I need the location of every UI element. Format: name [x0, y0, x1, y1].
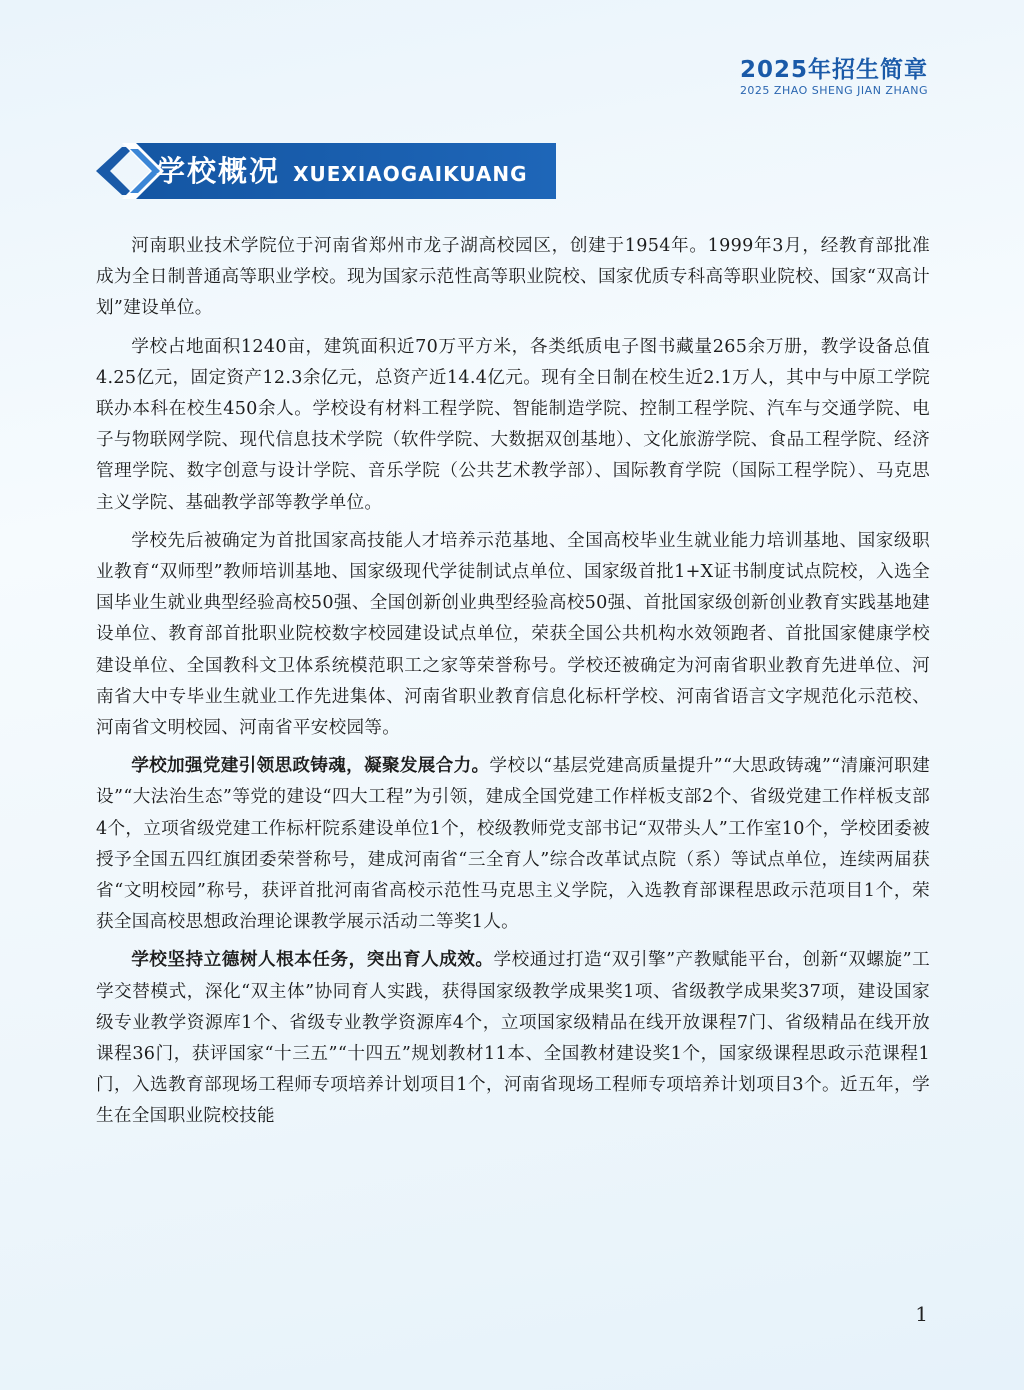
- brochure-subtitle: 2025 ZHAO SHENG JIAN ZHANG: [739, 84, 928, 97]
- paragraph-lead: 学校加强党建引领思政铸魂，凝聚发展合力。: [131, 755, 490, 777]
- brochure-title: 2025年招生简章: [739, 57, 928, 83]
- paragraph-intro: 河南职业技术学院位于河南省郑州市龙子湖高校园区，创建于1954年。1999年3月，经教育部批准成为全日制普通高等职业学校。现为国家示范性高等职业院校、国家优质专科高等职业院校、国家“双高计划”建设单位。: [96, 236, 930, 319]
- paragraph-lead: 学校坚持立德树人根本任务，突出育人成效。: [131, 949, 494, 971]
- section-banner: [96, 143, 556, 199]
- paragraph-honors: 学校先后被确定为首批国家高技能人才培养示范基地、全国高校毕业生就业能力培训基地、国家级职业教育“双师型”教师培训基地、国家级现代学徒制试点单位、国家级首批1+X证书制度试点院校，入选全国毕业生就业典型经验高校50强、全国创新创业典型经验高校50强、首批国家级创新创业教育实践基地建设单位、教育部首批职业院校数字校园建设试点单位，荣获全国公共机构水效领跑者、首批国家健康学校建设单位、全国教科文卫体系统模范职工之家等荣誉称号。学校还被确定为河南省职业教育先进单位、河南省大中专毕业生就业工作先进集体、河南省职业教育信息化标杆学校、河南省语言文字规范化示范校、河南省文明校园、河南省平安校园等。: [96, 530, 930, 739]
- section-pinyin: XUEXIAOGAIKUANG: [293, 162, 528, 186]
- page-header: [740, 56, 928, 98]
- page-number: 1: [915, 1302, 928, 1326]
- paragraph-party-building: 学校加强党建引领思政铸魂，凝聚发展合力。学校以“基层党建高质量提升”“大思政铸魂”“清廉河职建设”“大法治生态”等党的建设“四大工程”为引领，建成全国党建工作样板支部2个、省级党建工作样板支部4个，立项省级党建工作标杆院系建设单位1个，校级教师党支部书记“双带头人”工作室10个，学校团委被授予全国五四红旗团委荣誉称号，建成河南省“三全育人”综合改革试点院（系）等试点单位，连续两届获省“文明校园”称号，获评首批河南省高校示范性马克思主义学院，入选教育部课程思政示范项目1个，荣获全国高校思想政治理论课教学展示活动二等奖1人。: [96, 755, 930, 933]
- section-title: 学校概况: [156, 154, 281, 188]
- body-content: [96, 230, 930, 1139]
- paragraph-facilities: 学校占地面积1240亩，建筑面积近70万平方米，各类纸质电子图书藏量265余万册，教学设备总值4.25亿元，固定资产12.3余亿元，总资产近14.4亿元。现有全日制在校生近2.1万人，其中与中原工学院联办本科在校生450余人。学校设有材料工程学院、智能制造学院、控制工程学院、汽车与交通学院、电子与物联网学院、现代信息技术学院（软件学院、大数据双创基地）、文化旅游学院、食品工程学院、经济管理学院、数字创意与设计学院、音乐学院（公共艺术教学部）、国际教育学院（国际工程学院）、马克思主义学院、基础教学部等教学单位。: [96, 336, 930, 513]
- paragraph-education: 学校坚持立德树人根本任务，突出育人成效。学校通过打造“双引擎”产教赋能平台，创新“双螺旋”工学交替模式，深化“双主体”协同育人实践，获得国家级教学成果奖1项、省级教学成果奖37项，建设国家级专业教学资源库1个、省级专业教学资源库4个，立项国家级精品在线开放课程7门、省级精品在线开放课程36门，获评国家“十三五”“十四五”规划教材11本、全国教材建设奖1个，国家级课程思政示范课程1门，入选教育部现场工程师专项培养计划项目1个，河南省现场工程师专项培养计划项目3个。近五年，学生在全国职业院校技能: [96, 949, 930, 1127]
